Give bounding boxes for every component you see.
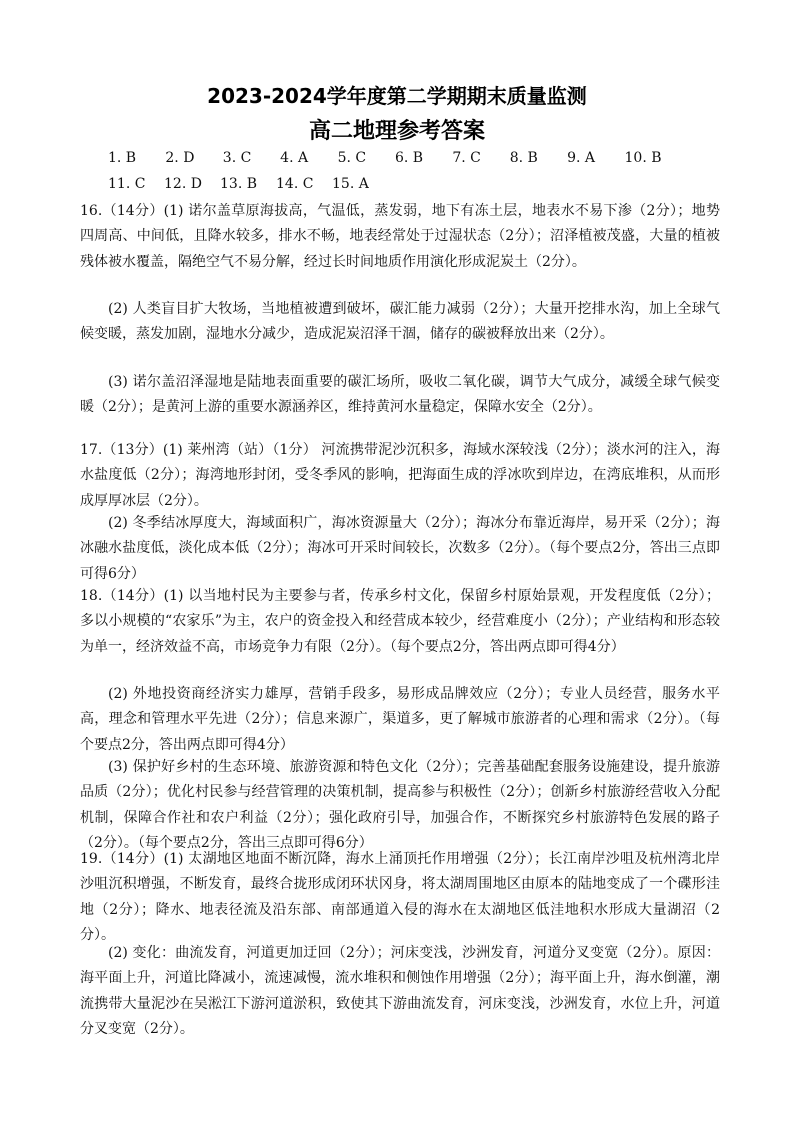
- choice-answer: 9. A: [567, 150, 596, 166]
- choice-answer: 13. B: [220, 176, 258, 192]
- q16-part1: 16.（14分）(1) 诺尔盖草原海拔高，气温低，蒸发弱，地下有冻土层，地表水不易下渗（2分）；地势四周高、中间低，且降水较多，排水不畅，地表经常处于过湿状态（2分）；沼泽植被茂盛，大量的植被残体被水覆盖，隔绝空气不易分解，经过长时间地质作用演化形成泥炭土（2分）。: [80, 203, 720, 270]
- choice-answer: 2. D: [165, 150, 195, 166]
- choice-answer: 6. B: [394, 150, 424, 166]
- q17-part1: 17.（13分）(1) 莱州湾（站）（1分） 河流携带泥沙沉积多，海域水深较浅（2分）；淡水河的注入，海水盐度低（2分）；海湾地形封闭，受冬季风的影响，把海面生成的浮冰吹到岸边，在湾底堆积，从而形成厚厚冰层（2分）。: [80, 442, 720, 509]
- q19-part2: (2) 变化：曲流发育，河道更加迂回（2分）；河床变浅，沙洲发育，河道分叉变宽（2分）。原因：海平面上升，河道比降减小，流速减慢，流水堆积和侧蚀作用增强（2分）；海平面上升，海水倒灌，潮流携带大量泥沙在吴淞江下游河道淤积，致使其下游曲流发育，河床变浅，沙洲发育，水位上升，河道分叉变宽（2分）。: [80, 945, 720, 1038]
- choice-answers-row-2: [108, 176, 388, 192]
- q17-part2: (2) 冬季结冰厚度大，海域面积广，海冰资源量大（2分）；海冰分布靠近海岸，易开采（2分）；海冰融水盐度低，淡化成本低（2分）；海冰可开采时间较长，次数多（2分）。（每个要点2分，答出三点即可得6分）: [80, 515, 720, 582]
- q18-part2: (2) 外地投资商经济实力雄厚，营销手段多，易形成品牌效应（2分）；专业人员经营，服务水平高，理念和管理水平先进（2分）；信息来源广，渠道多，更了解城市旅游者的心理和需求（2分）。（每个要点2分，答出两点即可得4分）: [80, 686, 720, 753]
- q16-part3: (3) 诺尔盖沼泽湿地是陆地表面重要的碳汇场所，吸收二氧化碳，调节大气成分，减缓全球气候变暖（2分）；是黄河上游的重要水源涵养区，维持黄河水量稳定，保障水安全（2分）。: [80, 374, 720, 416]
- choice-answer: 4. A: [280, 150, 309, 166]
- choice-answer: 7. C: [452, 150, 481, 166]
- choice-answers-row-1: [108, 150, 682, 166]
- q19-part1: 19.（14分）(1) 太湖地区地面不断沉降，海水上涌顶托作用增强（2分）；长江南岸沙咀及杭州湾北岸沙咀沉积增强，不断发育，最终合拢形成闭环状冈身，将太湖周围地区由原本的陆地变成了一个碟形洼地（2分）；降水、地表径流及沿东部、南部通道入侵的海水在太湖地区低洼地积水形成大量湖沼（2分）。: [80, 851, 720, 944]
- choice-answer: 10. B: [624, 150, 662, 166]
- q18-part3: (3) 保护好乡村的生态环境、旅游资源和特色文化（2分）；完善基础配套服务设施建设，提升旅游品质（2分）；优化村民参与经营管理的决策机制，提高参与积极性（2分）；创新乡村旅游经营收入分配机制，保障合作社和农户利益（2分）；强化政府引导，加强合作，不断探究乡村旅游特色发展的路子（2分）。（每个要点2分，答出三点即可得6分）: [80, 759, 720, 852]
- choice-answer: 14. C: [276, 176, 314, 192]
- choice-answer: 11. C: [108, 176, 146, 192]
- page-title: 2023-2024学年度第二学期期末质量监测: [207, 84, 587, 108]
- choice-answer: 3. C: [222, 150, 252, 166]
- page-subtitle: 高二地理参考答案: [308, 119, 485, 144]
- choice-answer: 5. C: [337, 150, 367, 166]
- q16-part2: (2) 人类盲目扩大牧场，当地植被遭到破坏，碳汇能力减弱（2分）；大量开挖排水沟，加上全球气候变暖，蒸发加剧，湿地水分减少，造成泥炭沼泽干涸，储存的碳被释放出来（2分）。: [80, 301, 720, 343]
- choice-answer: 15. A: [332, 176, 369, 192]
- q18-part1: 18.（14分）(1) 以当地村民为主要参与者，传承乡村文化，保留乡村原始景观，开发程度低（2分）；多以小规模的“农家乐”为主，农户的资金投入和经营成本较少，经营难度小（2分）；产业结构和形态较为单一，经济效益不高，市场竞争力有限（2分）。（每个要点2分，答出两点即可得4分）: [80, 588, 720, 655]
- choice-answer: 12. D: [164, 176, 202, 192]
- choice-answer: 8. B: [509, 150, 538, 166]
- choice-answer: 1. B: [108, 150, 137, 166]
